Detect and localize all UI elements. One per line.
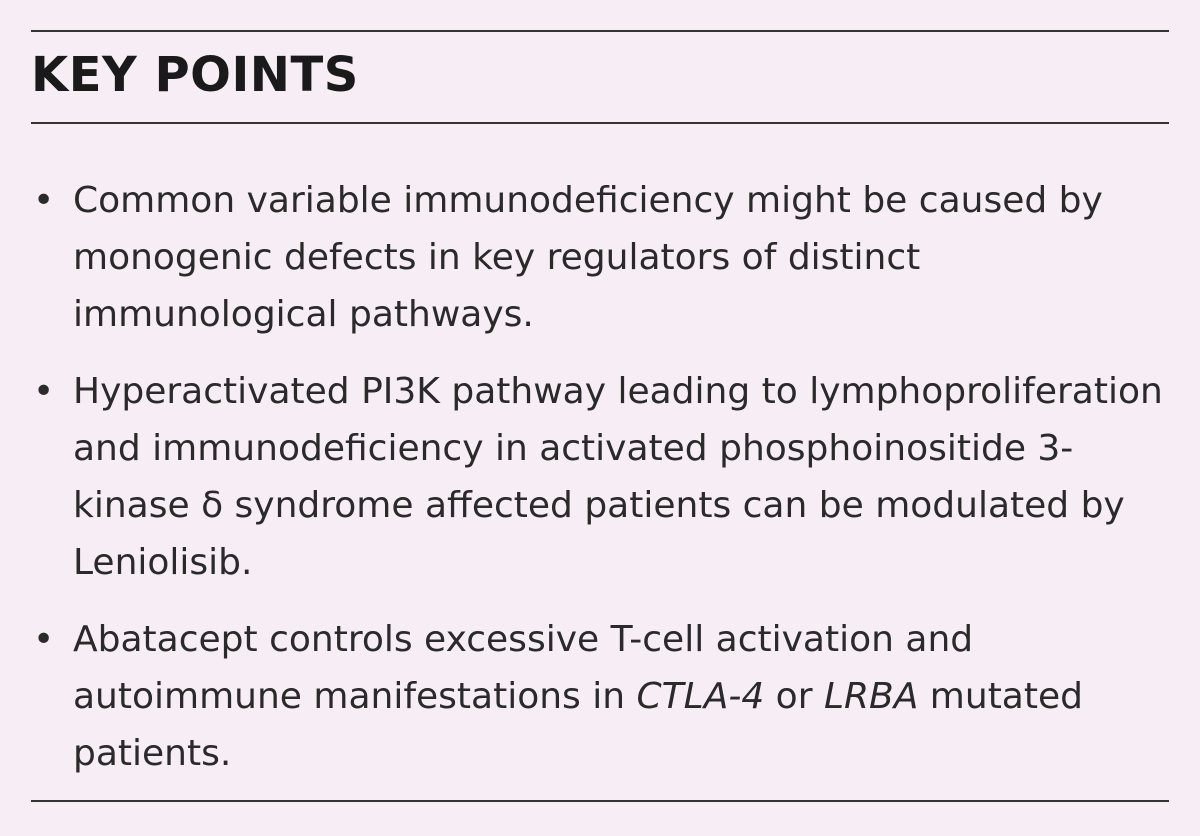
key-point-1-text: Common variable immunodeficiency might be caused by monogenic defects in key regulators of distinct immunological pathways. bbox=[73, 180, 1103, 335]
heading-divider bbox=[31, 122, 1169, 124]
key-point-2 bbox=[31, 363, 1169, 591]
bullet-icon: • bbox=[33, 180, 55, 221]
key-point-3-text-part2: or bbox=[764, 676, 824, 717]
key-point-3-text-part1: Abatacept controls excessive T-cell activation and autoimmune manifestations in bbox=[73, 619, 974, 717]
key-point-2-text: Hyperactivated PI3K pathway leading to lymphoproliferation and immunodeficiency in activated phosphoinositide 3-kinase δ syndrome affected patients can be modulated by Leniolisib. bbox=[73, 371, 1163, 583]
key-points-heading: KEY POINTS bbox=[31, 47, 359, 103]
top-divider bbox=[31, 30, 1169, 32]
gene-name-ctla4: CTLA-4 bbox=[636, 676, 765, 717]
key-points-list bbox=[31, 172, 1169, 782]
bullet-icon: • bbox=[33, 619, 55, 660]
key-point-3-text-part3: mutated patients. bbox=[73, 676, 1083, 774]
key-point-3 bbox=[31, 611, 1169, 782]
gene-name-lrba: LRBA bbox=[823, 676, 919, 717]
key-point-1 bbox=[31, 172, 1169, 343]
bullet-icon: • bbox=[33, 371, 55, 412]
bottom-divider bbox=[31, 800, 1169, 802]
